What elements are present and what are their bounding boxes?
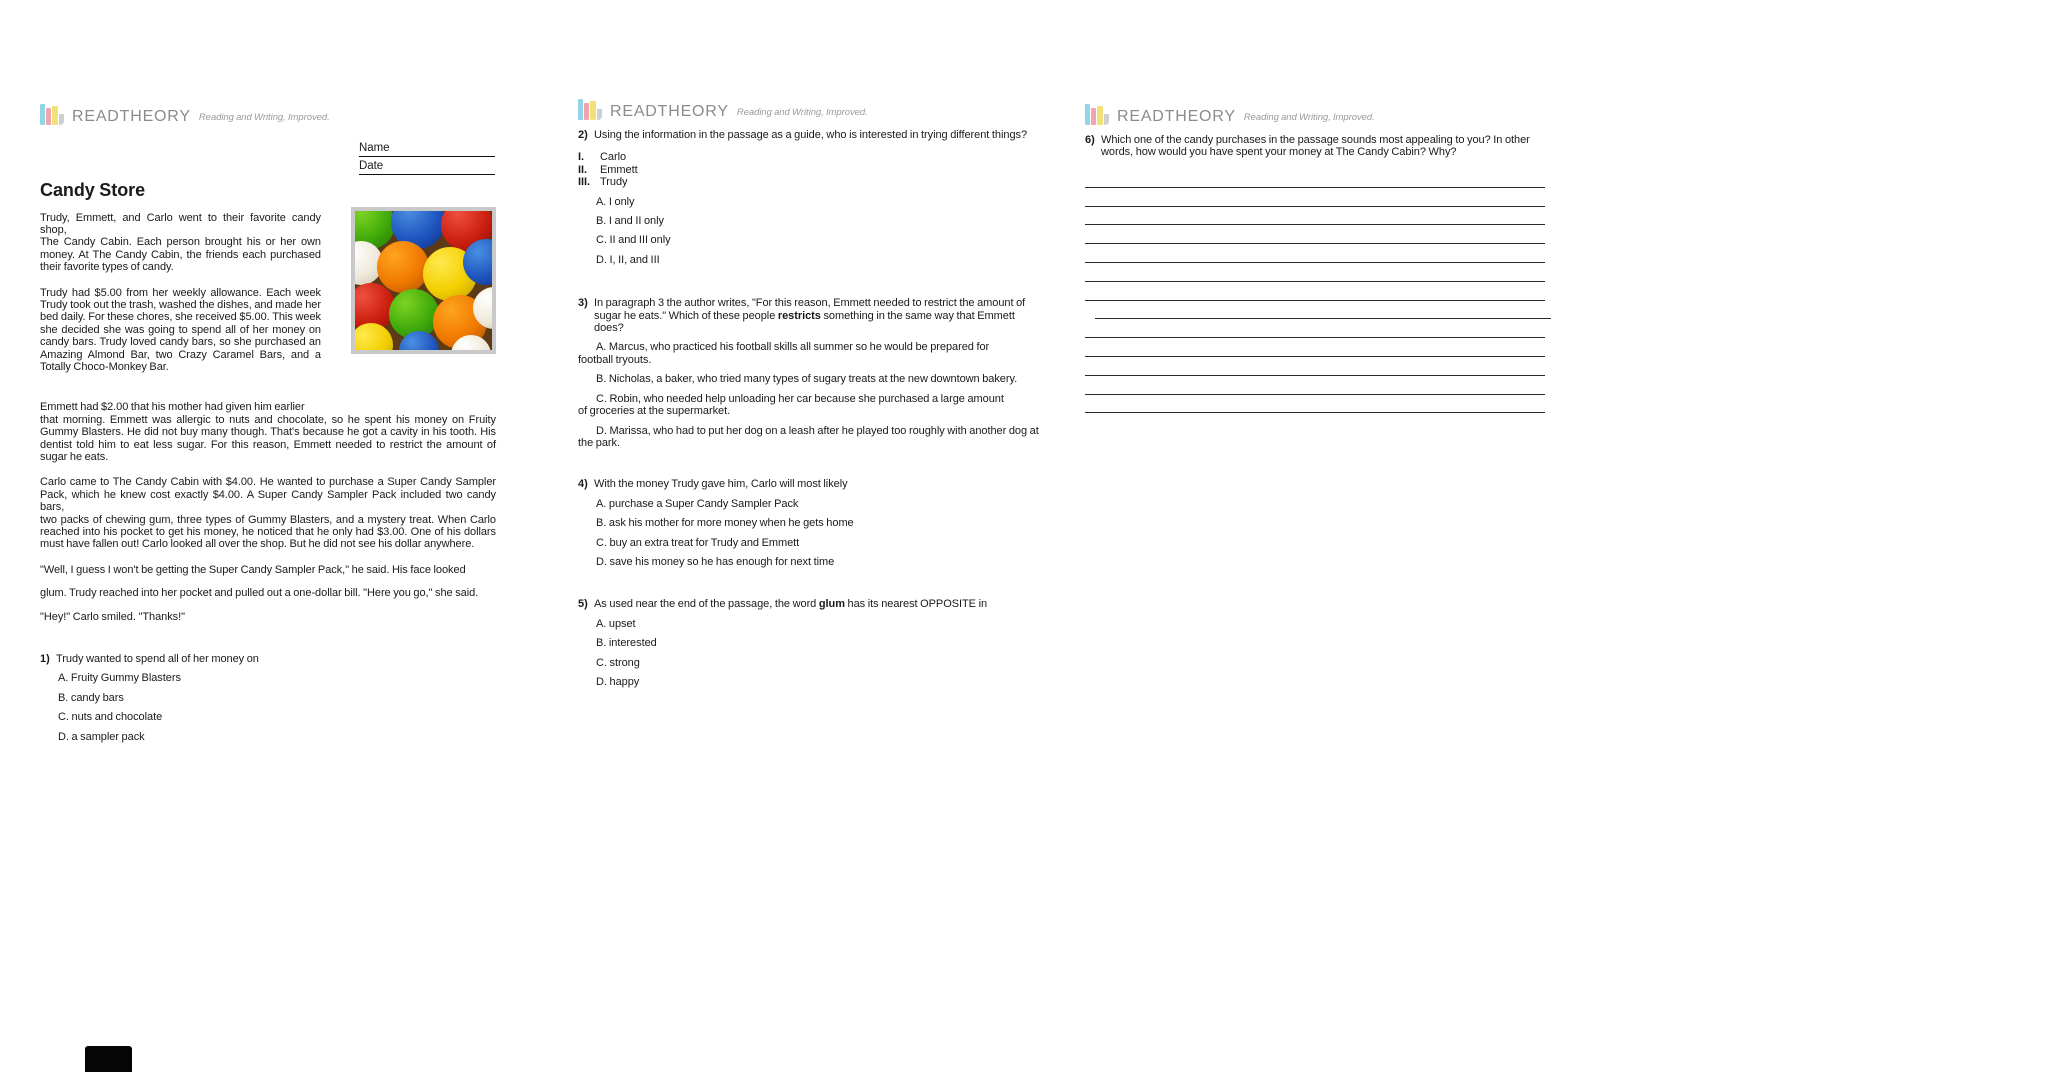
answer-option-c: C. strong — [596, 656, 640, 669]
roman-numeral-list — [578, 151, 1040, 188]
question-text: As used near the end of the passage, the word — [594, 598, 819, 611]
roman-item-3: III. Trudy — [578, 176, 628, 189]
answer-line — [1095, 318, 1551, 319]
answer-line — [1085, 281, 1545, 282]
passage-quote-line: "Hey!" Carlo smiled. "Thanks!" — [40, 610, 185, 623]
answer-option-b: B. Nicholas, a baker, who tried many types of sugary treats at the new downtown bakery. — [596, 373, 1018, 386]
answer-options — [594, 618, 1040, 689]
gumballs-photo — [351, 207, 496, 354]
readtheory-logo — [578, 95, 1040, 121]
answer-option-a: A. I only — [596, 195, 635, 208]
answer-line — [1085, 300, 1545, 301]
gumballs-photo-image — [355, 211, 492, 350]
bold-vocab-word: glum — [818, 598, 845, 611]
question-4 — [578, 478, 1040, 568]
answer-options — [56, 672, 496, 743]
brand-name: READTHEORY — [1117, 108, 1236, 125]
passage-paragraph-1: Trudy, Emmett, and Carlo went to their favorite candy shop, The Candy Cabin. Each person brought his or her own money. At The Candy Cabin, the friends each purchased their favorite types of candy. — [40, 211, 321, 274]
answer-option-c: C. II and III only — [596, 234, 671, 247]
brand-name: READTHEORY — [72, 108, 191, 125]
question-number: 6) — [1085, 134, 1095, 146]
answer-option-d: D. Marissa, who had to put her dog on a leash after he played too roughly with another dog at the park. — [578, 424, 1039, 449]
question-number: 1) — [40, 653, 50, 666]
answer-line — [1085, 187, 1545, 188]
brand-tagline: Reading and Writing, Improved. — [1243, 112, 1375, 123]
screen-artifact — [85, 1046, 132, 1072]
question-number: 5) — [578, 598, 588, 611]
passage-quote-line: glum. Trudy reached into her pocket and pulled out a one-dollar bill. "Here you go," she said. — [40, 587, 479, 600]
answer-line — [1085, 412, 1545, 413]
answer-option-b: B. I and II only — [596, 215, 664, 228]
answer-option-b: B. ask his mother for more money when he gets home — [596, 517, 854, 530]
question-6 — [1085, 134, 1545, 159]
question-text: something in the same way that Emmett — [820, 309, 1015, 322]
answer-option-d: D. happy — [596, 675, 640, 688]
worksheet-page-3 — [1085, 100, 1545, 413]
answer-option-b: B. candy bars — [58, 691, 124, 704]
answer-option-a: A. purchase a Super Candy Sampler Pack — [596, 497, 799, 510]
answer-line — [1085, 356, 1545, 357]
question-3 — [578, 297, 1040, 449]
passage-line: Emmett had $2.00 that his mother had given him earlier — [40, 401, 305, 414]
passage-title: Candy Store — [40, 179, 146, 200]
readtheory-logo-icon — [1085, 101, 1110, 126]
question-1 — [40, 653, 496, 743]
passage-quote-line: "Well, I guess I won't be getting the Super Candy Sampler Pack," he said. His face looked — [40, 563, 466, 576]
name-field — [359, 142, 495, 157]
answer-line — [1085, 206, 1545, 207]
answer-option-d: D. I, II, and III — [596, 253, 660, 266]
gumball — [377, 241, 429, 293]
worksheet-page-2 — [578, 95, 1040, 688]
question-text: With the money Trudy gave him, Carlo will most likely — [594, 478, 848, 491]
question-text: Which one of the candy purchases in the passage sounds most appealing to you? In other words, how would you have spent your money at The Candy Cabin? Why? — [1101, 134, 1530, 159]
passage-paragraph-3: Emmett had $2.00 that his mother had given him earlier that morning. Emmett was allergic to nuts and chocolate, so he spent his money on Fruity Gummy Blasters. He did not buy many though. That's because he got a cavity in his tooth. His dentist told him to eat less sugar. For this reason, Emmett needed to restrict the amount of sugar he eats. — [40, 401, 496, 463]
passage-paragraph-2: Trudy had $5.00 from her weekly allowance. Each week Trudy took out the trash, washed the dishes, and made her bed daily. For these chores, she received $5.00. This week she decided she was going to spend all of her money on candy bars. Trudy loved candy bars, so she purchased an Amazing Almond Bar, two Crazy Caramel Bars, and a Totally Choco-Monkey Bar. — [40, 286, 321, 373]
name-date-block — [359, 142, 495, 175]
readtheory-logo — [1085, 100, 1545, 126]
roman-item-2: II. Emmett — [578, 163, 638, 176]
question-text: Trudy wanted to spend all of her money on — [56, 653, 259, 666]
brand-tagline: Reading and Writing, Improved. — [198, 112, 330, 123]
answer-option-c: C. Robin, who needed help unloading her car because she purchased a large amount of groceries at the supermarket. — [578, 392, 1004, 418]
answer-option-b: B. interested — [596, 637, 657, 650]
answer-option-a: A. Fruity Gummy Blasters — [58, 672, 181, 685]
answer-options — [578, 341, 1040, 449]
worksheet-page-1 — [40, 100, 496, 743]
question-text: Using the information in the passage as a guide, who is interested in trying different things? — [594, 129, 1028, 141]
answer-option-c: C. buy an extra treat for Trudy and Emmett — [596, 536, 800, 549]
answer-option-d: D. save his money so he has enough for next time — [596, 555, 835, 568]
readtheory-logo — [40, 100, 496, 126]
question-text: has its nearest OPPOSITE in — [844, 598, 988, 611]
question-number: 2) — [578, 129, 588, 141]
answer-line — [1085, 337, 1545, 338]
name-label: Name — [359, 142, 390, 154]
question-number: 3) — [578, 297, 588, 310]
question-number: 4) — [578, 478, 588, 491]
question-5 — [578, 598, 1040, 688]
answer-options — [594, 498, 1040, 569]
readtheory-logo-icon — [40, 101, 65, 126]
question-text: In paragraph 3 the author writes, "For this reason, Emmett needed to restrict the amount of — [594, 297, 1026, 310]
answer-line — [1085, 375, 1545, 376]
answer-option-c: C. nuts and chocolate — [58, 711, 163, 724]
question-2 — [578, 129, 1040, 266]
brand-name: READTHEORY — [610, 103, 729, 120]
question-text: does? — [594, 322, 624, 335]
date-label: Date — [359, 159, 384, 172]
roman-item-1: I. Carlo — [578, 151, 627, 164]
brand-tagline: Reading and Writing, Improved. — [736, 107, 868, 118]
date-field — [359, 160, 495, 175]
gumball — [355, 323, 393, 350]
readtheory-logo-icon — [578, 96, 603, 121]
passage-paragraph-4: Carlo came to The Candy Cabin with $4.00. He wanted to purchase a Super Candy Sampler Pack, which he knew cost exactly $4.00. A Super Candy Sampler Pack included two candy bars, two packs of chewing gum, three types of Gummy Blasters, and a mystery treat. When Carlo reached into his pocket to get his money, he noticed that he only had $3.00. One of his dollars must have fallen out! Carlo looked all over the shop. But he did not see his dollar anywhere. — [40, 476, 496, 551]
answer-option-a: A. upset — [596, 617, 636, 630]
free-response-lines — [1085, 187, 1545, 414]
answer-option-a: A. Marcus, who practiced his football skills all summer so he would be prepared for football tryouts. — [578, 341, 990, 366]
bold-vocab-word: restricts — [777, 309, 821, 322]
answer-line — [1085, 394, 1545, 395]
answer-options — [594, 196, 1040, 267]
answer-line — [1085, 224, 1545, 225]
question-text: sugar he eats." Which of these people — [594, 309, 778, 322]
answer-line — [1085, 243, 1545, 244]
answer-line — [1085, 262, 1545, 263]
answer-option-d: D. a sampler pack — [58, 730, 145, 743]
passage-body — [40, 212, 496, 624]
